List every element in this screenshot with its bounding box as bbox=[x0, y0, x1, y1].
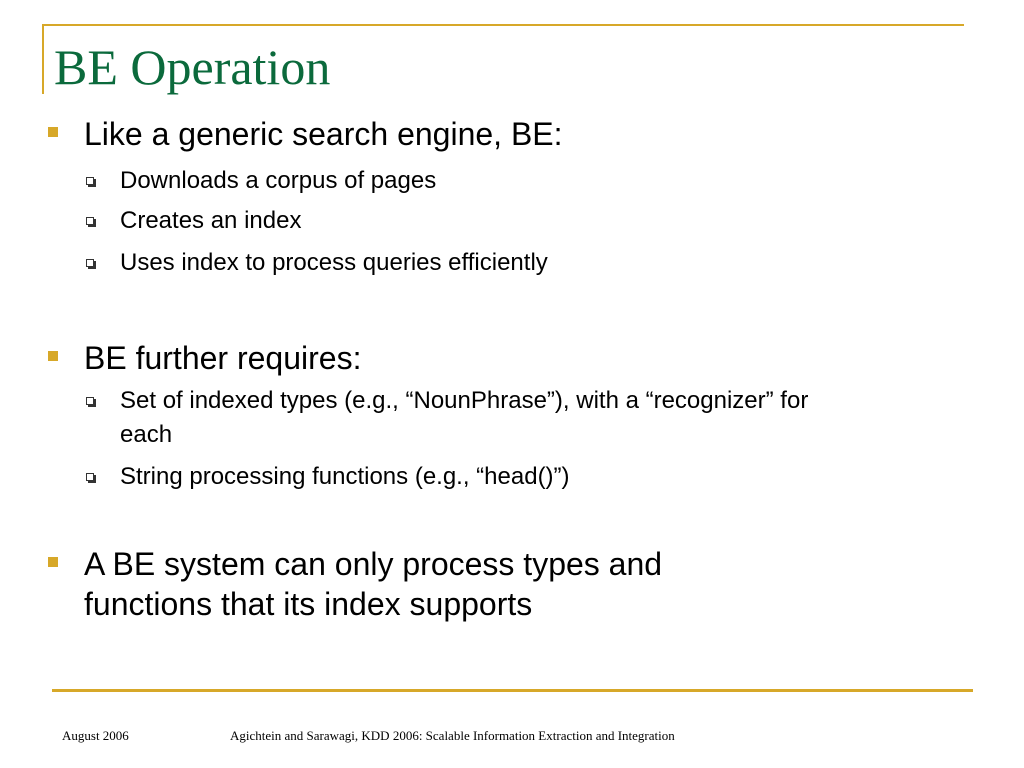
sub-bullet-text: String processing functions (e.g., “head()”) bbox=[120, 463, 570, 490]
sub-bullet-text: Creates an index bbox=[120, 207, 302, 234]
bullet-item bbox=[84, 544, 784, 624]
bullet-text: BE further requires: bbox=[84, 340, 362, 376]
bullet-text: A BE system can only process types and functions that its index supports bbox=[84, 546, 663, 622]
hollow-square-bullet-icon bbox=[86, 259, 94, 267]
sub-bullet-item bbox=[120, 246, 880, 280]
bullet-text: Like a generic search engine, BE: bbox=[84, 116, 563, 152]
bullet-item bbox=[84, 338, 944, 378]
frame-top-line bbox=[42, 24, 964, 26]
square-bullet-icon bbox=[48, 127, 58, 137]
footer-divider bbox=[52, 689, 973, 692]
footer-citation: Agichtein and Sarawagi, KDD 2006: Scalable Information Extraction and Integration bbox=[230, 728, 675, 743]
hollow-square-bullet-icon bbox=[86, 397, 94, 405]
hollow-square-bullet-icon bbox=[86, 473, 94, 481]
sub-bullet-text: Downloads a corpus of pages bbox=[120, 167, 437, 194]
sub-bullet-text: Uses index to process queries efficiently bbox=[120, 249, 548, 276]
hollow-square-bullet-icon bbox=[86, 217, 94, 225]
footer-date: August 2006 bbox=[62, 728, 129, 743]
sub-bullet-text: Set of indexed types (e.g., “NounPhrase”), with a “recognizer” for each bbox=[120, 387, 809, 448]
frame-left-line bbox=[42, 24, 44, 94]
square-bullet-icon bbox=[48, 351, 58, 361]
sub-bullet-item bbox=[120, 164, 880, 198]
square-bullet-icon bbox=[48, 557, 58, 567]
hollow-square-bullet-icon bbox=[86, 177, 94, 185]
sub-bullet-item bbox=[120, 204, 880, 238]
sub-bullet-item bbox=[120, 384, 820, 452]
sub-bullet-item bbox=[120, 460, 880, 494]
slide-title: BE Operation bbox=[54, 39, 331, 95]
bullet-item bbox=[84, 114, 944, 154]
